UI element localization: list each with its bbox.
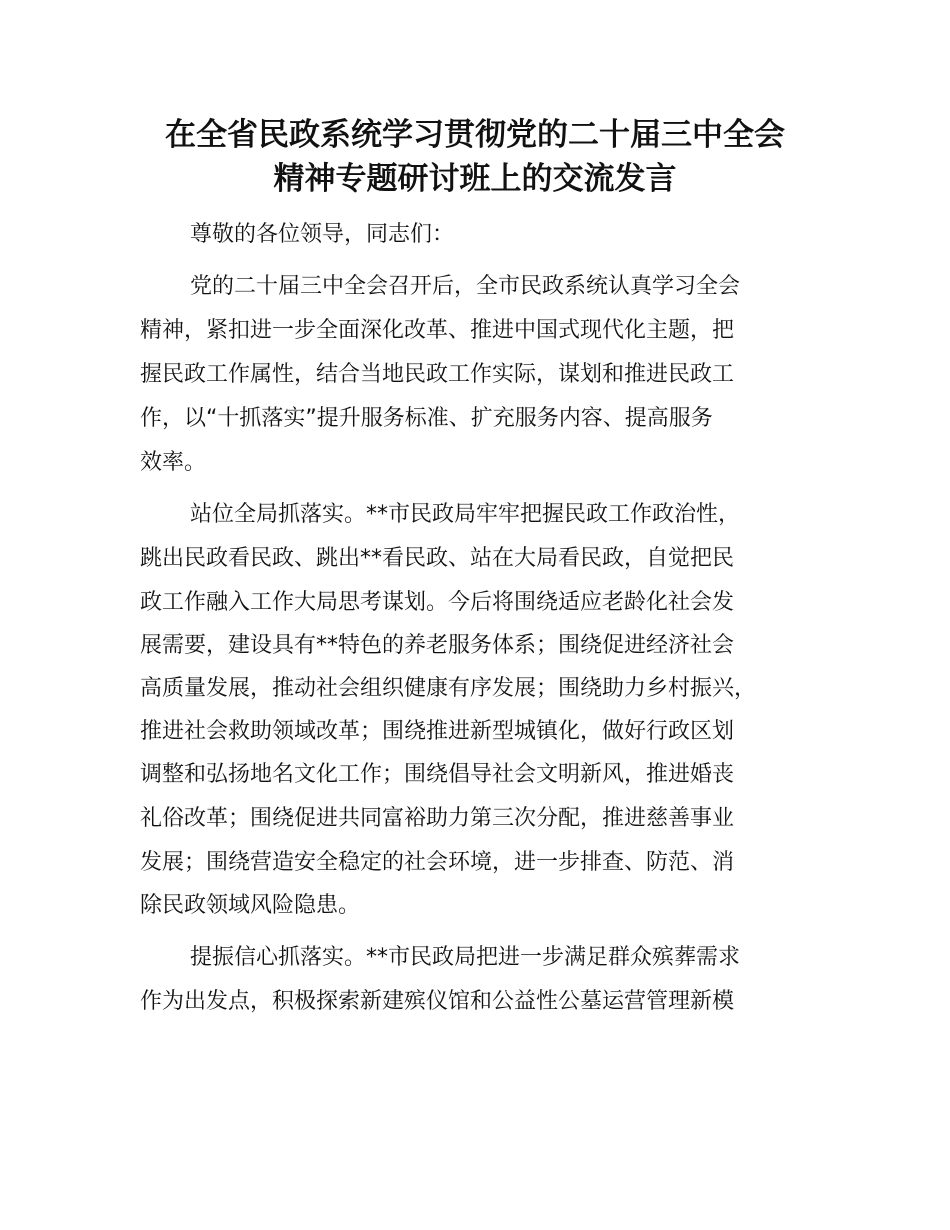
text-line: 政工作融入工作大局思考谋划。今后将围绕适应老龄化社会发 xyxy=(140,590,735,615)
text-line: 效率。 xyxy=(140,450,207,475)
text-line: 礼俗改革；围绕促进共同富裕助力第三次分配，推进慈善事业 xyxy=(140,806,735,831)
text-line: 握民政工作属性，结合当地民政工作实际，谋划和推进民政工 xyxy=(140,362,735,387)
text-line: 跳出民政看民政、跳出**看民政、站在大局看民政，自觉把民 xyxy=(140,546,735,571)
text-line: 高质量发展，推动社会组织健康有序发展；围绕助力乡村振兴， xyxy=(140,676,757,701)
text-line: 精神，紧扣进一步全面深化改革、推进中国式现代化主题，把 xyxy=(140,318,735,343)
text-line: 站位全局抓落实。**市民政局牢牢把握民政工作政治性， xyxy=(190,502,741,527)
salutation: 尊敬的各位领导，同志们： xyxy=(190,222,455,247)
text-line: 作，以“十抓落实”提升服务标准、扩充服务内容、提高服务 xyxy=(140,406,713,431)
text-line: 除民政领域风险隐患。 xyxy=(140,893,361,918)
text-line: 党的二十届三中全会召开后，全市民政系统认真学习全会 xyxy=(190,274,741,299)
document-title-line-1: 在全省民政系统学习贯彻党的二十届三中全会 xyxy=(165,117,785,153)
text-line: 提振信心抓落实。**市民政局把进一步满足群众殡葬需求 xyxy=(190,945,741,970)
text-line: 作为出发点，积极探索新建殡仪馆和公益性公墓运营管理新模 xyxy=(140,989,735,1014)
text-line: 调整和弘扬地名文化工作；围绕倡导社会文明新风，推进婚丧 xyxy=(140,762,735,787)
document-title-line-2: 精神专题研讨班上的交流发言 xyxy=(273,161,677,197)
text-line: 发展；围绕营造安全稳定的社会环境，进一步排查、防范、消 xyxy=(140,850,735,875)
text-line: 展需要，建设具有**特色的养老服务体系；围绕促进经济社会 xyxy=(140,633,735,658)
text-line: 推进社会救助领域改革；围绕推进新型城镇化，做好行政区划 xyxy=(140,719,735,744)
